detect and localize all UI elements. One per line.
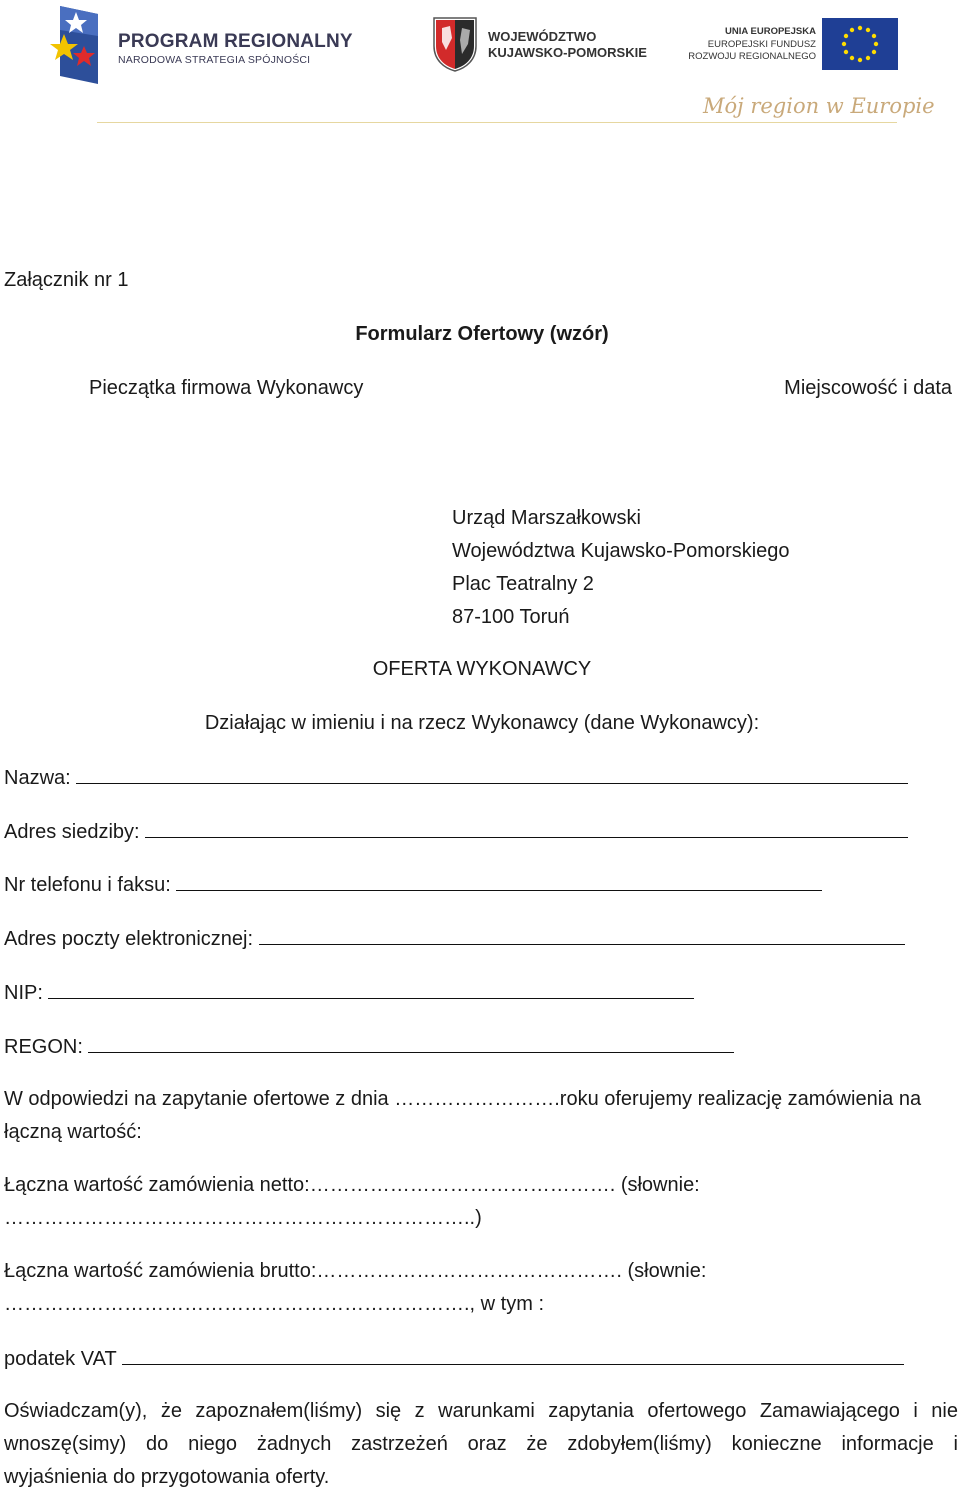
place-date-label: Miejscowość i data — [784, 377, 952, 399]
vat-field-row — [4, 1346, 904, 1371]
phone-label: Nr telefonu i faksu: — [4, 874, 171, 896]
eu-flag-icon — [822, 18, 898, 70]
slogan: Mój region w Europie — [703, 94, 935, 118]
addressee-line: 87-100 Toruń — [452, 606, 570, 628]
program-regionalny-emblem — [50, 6, 102, 86]
name-label: Nazwa: — [4, 767, 71, 789]
header — [0, 0, 960, 140]
program-subtitle: NARODOWA STRATEGIA SPÓJNOŚCI — [118, 54, 311, 66]
brutto-line2: ……………………………………………………………., w tym : — [4, 1293, 544, 1315]
eu-line2: EUROPEJSKI FUNDUSZ — [707, 39, 816, 50]
acting-line: Działając w imieniu i na rzecz Wykonawcy (dane Wykonawcy): — [204, 712, 760, 734]
eu-line3: ROZWOJU REGIONALNEGO — [688, 51, 816, 62]
declaration-line3: wyjaśnienia do przygotowania oferty. — [4, 1466, 330, 1488]
regon-field-row — [4, 1034, 734, 1059]
addressee-block — [452, 506, 790, 638]
declaration-line2: wnoszę(simy) do niego żadnych zastrzeżeń oraz że zdobyłem(liśmy) konieczne informacje i — [4, 1433, 958, 1455]
voivodeship-coat-of-arms-icon — [432, 16, 478, 72]
nip-blank[interactable] — [48, 980, 694, 999]
brutto-line1: Łączna wartość zamówienia brutto:………………………………………. (słownie: — [4, 1260, 707, 1282]
email-blank[interactable] — [259, 926, 905, 945]
offer-heading: OFERTA WYKONAWCY — [372, 658, 592, 680]
email-field-row — [4, 926, 905, 951]
phone-field-row — [4, 872, 822, 897]
address-field-row — [4, 819, 908, 844]
nip-field-row — [4, 980, 694, 1005]
addressee-line: Urząd Marszałkowski — [452, 507, 641, 529]
netto-line2: ……………………………………………………………..) — [4, 1207, 482, 1229]
netto-line1: Łączna wartość zamówienia netto:………………………………………. (słownie: — [4, 1174, 700, 1196]
regon-blank[interactable] — [88, 1034, 734, 1053]
response-line2: łączną wartość: — [4, 1121, 142, 1143]
form-title: Formularz Ofertowy (wzór) — [355, 323, 609, 345]
name-blank[interactable] — [76, 765, 908, 784]
declaration-line1: Oświadczam(y), że zapoznałem(liśmy) się z warunkami zapytania ofertowego Zamawiającego i nie — [4, 1400, 958, 1422]
voivodeship-line2: KUJAWSKO-POMORSKIE — [488, 45, 647, 60]
header-divider — [97, 122, 897, 123]
vat-label: podatek VAT — [4, 1348, 117, 1370]
eu-line1: UNIA EUROPEJSKA — [725, 26, 816, 37]
name-field-row — [4, 765, 908, 790]
voivodeship-line1: WOJEWÓDZTWO — [488, 29, 597, 44]
vat-blank[interactable] — [122, 1346, 904, 1365]
address-blank[interactable] — [145, 819, 908, 838]
attachment-label: Załącznik nr 1 — [4, 269, 129, 291]
phone-blank[interactable] — [176, 872, 822, 891]
addressee-line: Województwa Kujawsko-Pomorskiego — [452, 540, 790, 562]
regon-label: REGON: — [4, 1036, 83, 1058]
nip-label: NIP: — [4, 982, 43, 1004]
program-title: PROGRAM REGIONALNY — [118, 31, 353, 52]
addressee-line: Plac Teatralny 2 — [452, 573, 594, 595]
address-label: Adres siedziby: — [4, 821, 140, 843]
email-label: Adres poczty elektronicznej: — [4, 928, 254, 950]
stamp-label: Pieczątka firmowa Wykonawcy — [89, 377, 364, 399]
response-line1: W odpowiedzi na zapytanie ofertowe z dnia …………………….roku oferujemy realizację zamówienia na — [4, 1088, 922, 1110]
